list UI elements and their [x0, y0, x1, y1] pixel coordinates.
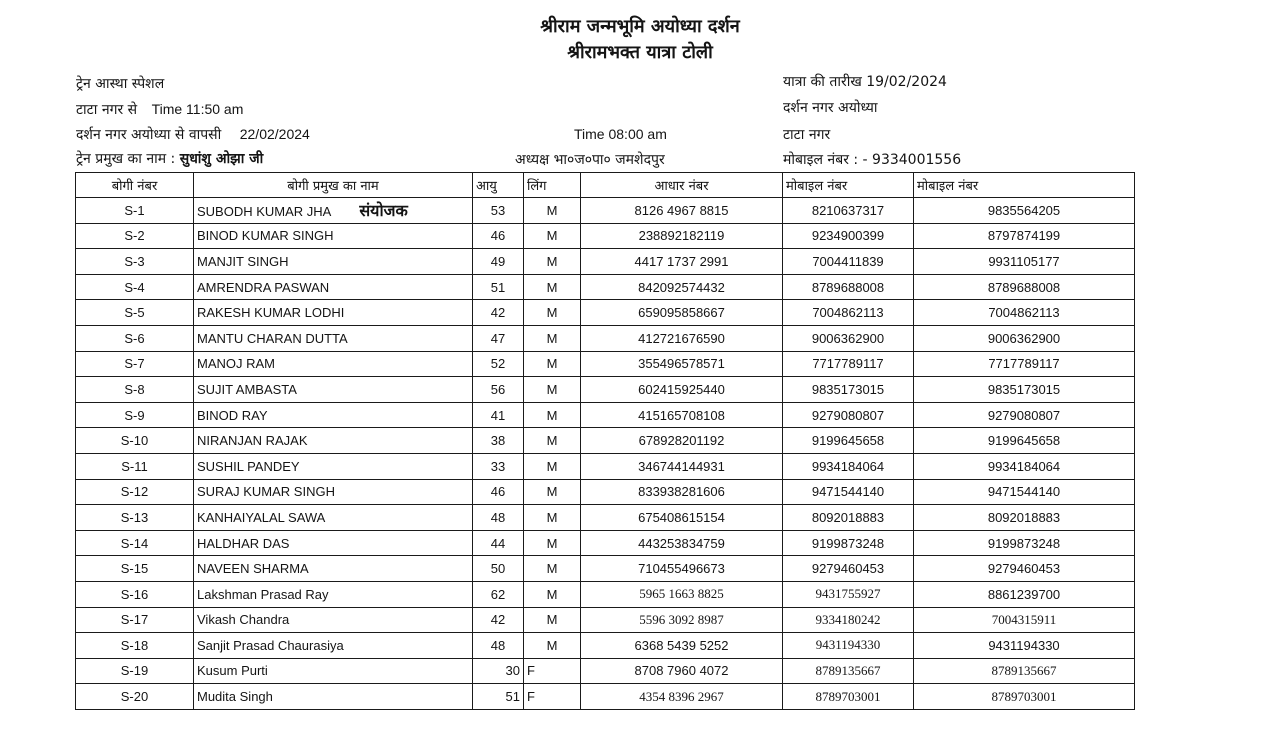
coach-head-name-cell: MANJIT SINGH [194, 249, 473, 275]
mobile-1-cell: 8789688008 [783, 274, 914, 300]
mobile-1-cell: 9334180242 [783, 607, 914, 633]
mobile-1-cell: 8789703001 [783, 684, 914, 710]
gender-cell: M [524, 479, 581, 505]
table-row [76, 633, 1135, 659]
age-cell: 47 [473, 325, 524, 351]
table-row [76, 453, 1135, 479]
aadhaar-cell: 8126 4967 8815 [581, 198, 783, 224]
coach-number-cell: S-18 [76, 633, 194, 659]
mobile-1-cell: 9835173015 [783, 377, 914, 403]
aadhaar-cell: 415165708108 [581, 402, 783, 428]
age-cell: 49 [473, 249, 524, 275]
age-cell: 46 [473, 479, 524, 505]
table-row [76, 274, 1135, 300]
table-row [76, 530, 1135, 556]
mobile-2-cell: 9006362900 [914, 325, 1135, 351]
table-row [76, 249, 1135, 275]
coach-number-cell: S-5 [76, 300, 194, 326]
aadhaar-cell: 678928201192 [581, 428, 783, 454]
table-row [76, 300, 1135, 326]
table-row [76, 658, 1135, 684]
coach-head-name-cell: NIRANJAN RAJAK [194, 428, 473, 454]
mobile-2-cell: 9279460453 [914, 556, 1135, 582]
mobile-1-cell: 9431194330 [783, 633, 914, 659]
mobile-1-cell: 8092018883 [783, 505, 914, 531]
mobile-1-cell: 7717789117 [783, 351, 914, 377]
departure-label: टाटा नगर से [76, 102, 138, 118]
table-row [76, 607, 1135, 633]
mobile-2-cell: 8092018883 [914, 505, 1135, 531]
mobile-1-cell: 9279080807 [783, 402, 914, 428]
president-designation: अध्यक्ष भा०ज०पा० जमशेदपुर [515, 152, 665, 168]
aadhaar-cell: 710455496673 [581, 556, 783, 582]
age-cell: 42 [473, 607, 524, 633]
aadhaar-cell: 6368 5439 5252 [581, 633, 783, 659]
table-row [76, 377, 1135, 403]
coach-head-name-cell: Mudita Singh [194, 684, 473, 710]
coach-head-name-cell: BINOD RAY [194, 402, 473, 428]
coach-number-cell: S-9 [76, 402, 194, 428]
coach-head-name-cell: BINOD KUMAR SINGH [194, 223, 473, 249]
age-cell: 42 [473, 300, 524, 326]
coach-head-name-cell: HALDHAR DAS [194, 530, 473, 556]
origin: टाटा नगर [783, 127, 831, 143]
coach-head-name-cell: Lakshman Prasad Ray [194, 581, 473, 607]
age-cell: 38 [473, 428, 524, 454]
return-time: Time 08:00 am [574, 126, 667, 142]
document-title: श्रीराम जन्मभूमि अयोध्या दर्शन [540, 16, 740, 37]
table-row [76, 581, 1135, 607]
mobile-2-cell: 9279080807 [914, 402, 1135, 428]
coach-head-name-cell: SURAJ KUMAR SINGH [194, 479, 473, 505]
coach-number-cell: S-3 [76, 249, 194, 275]
gender-cell: M [524, 633, 581, 659]
age-cell: 53 [473, 198, 524, 224]
coach-number-cell: S-13 [76, 505, 194, 531]
gender-cell: M [524, 300, 581, 326]
coach-number-cell: S-8 [76, 377, 194, 403]
age-cell: 41 [473, 402, 524, 428]
gender-cell: M [524, 249, 581, 275]
mobile-1-cell: 7004862113 [783, 300, 914, 326]
aadhaar-cell: 833938281606 [581, 479, 783, 505]
mobile-1-cell: 8789135667 [783, 658, 914, 684]
gender-cell: M [524, 198, 581, 224]
gender-cell: M [524, 274, 581, 300]
coach-number-cell: S-14 [76, 530, 194, 556]
coach-head-name-cell: MANTU CHARAN DUTTA [194, 325, 473, 351]
mobile-1-cell: 9006362900 [783, 325, 914, 351]
age-cell: 51 [473, 274, 524, 300]
age-cell: 30 [473, 658, 524, 684]
aadhaar-cell: 412721676590 [581, 325, 783, 351]
coach-number-cell: S-4 [76, 274, 194, 300]
mobile-2-cell: 8861239700 [914, 581, 1135, 607]
header-age: आयु [473, 173, 524, 198]
coach-head-name-cell: SUSHIL PANDEY [194, 453, 473, 479]
mobile-2-cell: 9471544140 [914, 479, 1135, 505]
gender-cell: M [524, 505, 581, 531]
age-cell: 44 [473, 530, 524, 556]
aadhaar-cell: 355496578571 [581, 351, 783, 377]
table-row [76, 684, 1135, 710]
gender-cell: M [524, 402, 581, 428]
aadhaar-cell: 5965 1663 8825 [581, 581, 783, 607]
coach-head-name-cell: SUJIT AMBASTA [194, 377, 473, 403]
gender-cell: M [524, 325, 581, 351]
coach-number-cell: S-20 [76, 684, 194, 710]
aadhaar-cell: 602415925440 [581, 377, 783, 403]
coach-head-name-cell: AMRENDRA PASWAN [194, 274, 473, 300]
aadhaar-cell: 5596 3092 8987 [581, 607, 783, 633]
gender-cell: M [524, 607, 581, 633]
table-row [76, 402, 1135, 428]
travel-date: यात्रा की तारीख 19/02/2024 [783, 74, 947, 90]
age-cell: 56 [473, 377, 524, 403]
gender-cell: M [524, 428, 581, 454]
mobile-1-cell: 9199645658 [783, 428, 914, 454]
header-mobile-2: मोबाइल नंबर [914, 173, 1135, 198]
document-subtitle: श्रीरामभक्त यात्रा टोली [567, 42, 713, 63]
header-aadhaar: आधार नंबर [581, 173, 783, 198]
coach-head-name-cell [194, 198, 473, 224]
gender-cell: F [524, 684, 581, 710]
gender-cell: M [524, 556, 581, 582]
gender-cell: M [524, 453, 581, 479]
coach-head-name-cell: Vikash Chandra [194, 607, 473, 633]
table-row [76, 479, 1135, 505]
age-cell: 46 [473, 223, 524, 249]
age-cell: 50 [473, 556, 524, 582]
mobile-2-cell: 8789703001 [914, 684, 1135, 710]
gender-cell: M [524, 377, 581, 403]
coach-number-cell: S-1 [76, 198, 194, 224]
contact-mobile: मोबाइल नंबर : - 9334001556 [783, 152, 962, 168]
mobile-1-cell: 9279460453 [783, 556, 914, 582]
aadhaar-cell: 4417 1737 2991 [581, 249, 783, 275]
mobile-2-cell: 9199645658 [914, 428, 1135, 454]
gender-cell: M [524, 223, 581, 249]
mobile-2-cell: 7717789117 [914, 351, 1135, 377]
mobile-2-cell: 9835564205 [914, 198, 1135, 224]
aadhaar-cell: 443253834759 [581, 530, 783, 556]
table-row [76, 223, 1135, 249]
table-row [76, 325, 1135, 351]
train-head-name: सुधांशु ओझा जी [179, 151, 264, 167]
coach-number-cell: S-2 [76, 223, 194, 249]
mobile-2-cell: 9431194330 [914, 633, 1135, 659]
coach-number-cell: S-17 [76, 607, 194, 633]
mobile-2-cell: 8797874199 [914, 223, 1135, 249]
age-cell: 51 [473, 684, 524, 710]
return-label: दर्शन नगर अयोध्या से वापसी [76, 127, 222, 143]
table-header-row [76, 173, 1135, 198]
coordinator-tag: संयोजक [359, 201, 408, 221]
mobile-1-cell: 7004411839 [783, 249, 914, 275]
table-row [76, 198, 1135, 224]
mobile-2-cell: 9934184064 [914, 453, 1135, 479]
mobile-2-cell: 8789135667 [914, 658, 1135, 684]
departure-time: Time 11:50 am [151, 101, 244, 117]
coach-head-name-cell: Kusum Purti [194, 658, 473, 684]
age-cell: 48 [473, 633, 524, 659]
mobile-1-cell: 9471544140 [783, 479, 914, 505]
coach-number-cell: S-19 [76, 658, 194, 684]
train-name: ट्रेन आस्था स्पेशल [76, 76, 165, 92]
gender-cell: M [524, 351, 581, 377]
mobile-2-cell: 8789688008 [914, 274, 1135, 300]
mobile-1-cell: 9934184064 [783, 453, 914, 479]
aadhaar-cell: 346744144931 [581, 453, 783, 479]
age-cell: 62 [473, 581, 524, 607]
coach-number-cell: S-11 [76, 453, 194, 479]
table-row [76, 556, 1135, 582]
coach-number-cell: S-6 [76, 325, 194, 351]
mobile-1-cell: 9234900399 [783, 223, 914, 249]
mobile-2-cell: 7004315911 [914, 607, 1135, 633]
mobile-2-cell: 9835173015 [914, 377, 1135, 403]
coach-head-name-cell: NAVEEN SHARMA [194, 556, 473, 582]
table-row [76, 505, 1135, 531]
train-head-label: ट्रेन प्रमुख का नाम : [76, 151, 176, 167]
mobile-1-cell: 8210637317 [783, 198, 914, 224]
coach-head-name-cell: MANOJ RAM [194, 351, 473, 377]
header-coach-number: बोगी नंबर [76, 173, 194, 198]
aadhaar-cell: 8708 7960 4072 [581, 658, 783, 684]
coach-roster-table [75, 172, 1135, 710]
mobile-2-cell: 7004862113 [914, 300, 1135, 326]
return-date: 22/02/2024 [239, 126, 310, 142]
coach-head-name: SUBODH KUMAR JHA [197, 204, 332, 220]
header-coach-head-name: बोगी प्रमुख का नाम [194, 173, 473, 198]
destination: दर्शन नगर अयोध्या [783, 100, 878, 116]
coach-number-cell: S-10 [76, 428, 194, 454]
mobile-2-cell: 9931105177 [914, 249, 1135, 275]
header-mobile-1: मोबाइल नंबर [783, 173, 914, 198]
age-cell: 33 [473, 453, 524, 479]
aadhaar-cell: 675408615154 [581, 505, 783, 531]
aadhaar-cell: 842092574432 [581, 274, 783, 300]
table-row [76, 428, 1135, 454]
train-head-info [76, 149, 263, 168]
table-row [76, 351, 1135, 377]
coach-number-cell: S-7 [76, 351, 194, 377]
coach-head-name-cell: RAKESH KUMAR LODHI [194, 300, 473, 326]
header-gender: लिंग [524, 173, 581, 198]
aadhaar-cell: 659095858667 [581, 300, 783, 326]
gender-cell: M [524, 581, 581, 607]
coach-number-cell: S-16 [76, 581, 194, 607]
coach-number-cell: S-12 [76, 479, 194, 505]
age-cell: 48 [473, 505, 524, 531]
coach-head-name-cell: KANHAIYALAL SAWA [194, 505, 473, 531]
gender-cell: M [524, 530, 581, 556]
departure-info [76, 100, 243, 119]
mobile-1-cell: 9199873248 [783, 530, 914, 556]
age-cell: 52 [473, 351, 524, 377]
gender-cell: F [524, 658, 581, 684]
coach-head-name-cell: Sanjit Prasad Chaurasiya [194, 633, 473, 659]
mobile-1-cell: 9431755927 [783, 581, 914, 607]
return-info [76, 125, 310, 144]
aadhaar-cell: 238892182119 [581, 223, 783, 249]
coach-number-cell: S-15 [76, 556, 194, 582]
aadhaar-cell: 4354 8396 2967 [581, 684, 783, 710]
mobile-2-cell: 9199873248 [914, 530, 1135, 556]
